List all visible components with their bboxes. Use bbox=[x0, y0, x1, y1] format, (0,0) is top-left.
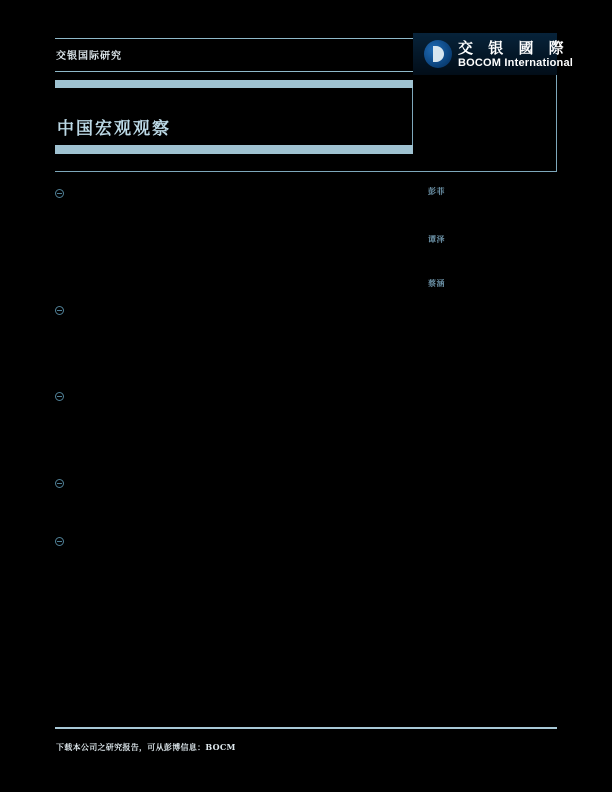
analyst-name: 谭泽 bbox=[428, 234, 445, 244]
list-item-bullet-icon bbox=[55, 306, 64, 315]
footer-rule bbox=[55, 727, 557, 729]
title-top-rule bbox=[55, 80, 413, 88]
footer-note: 下载本公司之研究报告，可从彭博信息：BOCM bbox=[56, 742, 236, 752]
analyst-name: 彭菲 bbox=[428, 186, 445, 196]
header-right-column bbox=[413, 75, 557, 171]
list-item-bullet-icon bbox=[55, 537, 64, 546]
header-bottom-rule bbox=[55, 171, 557, 172]
footer-mask bbox=[238, 737, 418, 792]
analyst-name: 蔡涵 bbox=[428, 278, 445, 288]
brand-name-cn: 交 银 國 際 bbox=[458, 39, 569, 57]
list-item-bullet-icon bbox=[55, 479, 64, 488]
list-item-bullet-icon bbox=[55, 189, 64, 198]
bocom-logo-icon bbox=[424, 40, 452, 68]
brand-name-en: BOCOM International bbox=[458, 57, 574, 69]
title-bottom-rule bbox=[55, 145, 413, 154]
header-label: 交银国际研究 bbox=[56, 51, 122, 62]
page-title: 中国宏观观察 bbox=[57, 119, 171, 139]
list-item-bullet-icon bbox=[55, 392, 64, 401]
